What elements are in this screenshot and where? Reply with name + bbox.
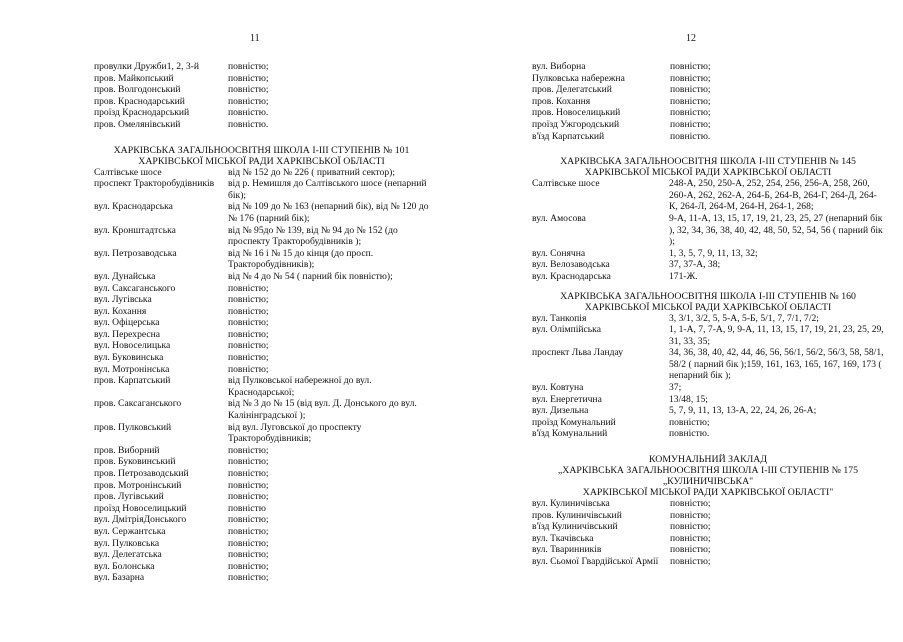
coverage-scope: повністю; (228, 491, 269, 503)
street-row (532, 178, 884, 213)
street-name: вул. Пулковська (94, 537, 160, 549)
street-row (532, 324, 884, 347)
street-list (532, 61, 884, 142)
street-row (94, 167, 429, 179)
coverage-scope: повністю; (670, 498, 711, 510)
street-row (94, 352, 429, 364)
street-name: вул. Амосова (532, 212, 586, 224)
street-name: вул. Мотронінська (94, 363, 170, 375)
street-row (94, 340, 429, 352)
coverage-scope: повністю; (670, 509, 711, 521)
street-row (532, 96, 884, 108)
coverage-scope: від № 16 і № 15 до кінця (до просп. Тракторобудівників); (228, 247, 374, 271)
coverage-scope: від № 152 до № 226 ( приватний сектор); (228, 166, 395, 178)
school-title: КОМУНАЛЬНИЙ ЗАКЛАД (648, 454, 768, 466)
coverage-scope: повністю; (670, 61, 711, 72)
street-row (532, 521, 884, 533)
street-name: вул. Ковтуна (532, 382, 584, 394)
street-row (94, 294, 429, 306)
coverage-scope: повністю; (670, 521, 711, 533)
street-name: пров. Омелянівський (94, 118, 181, 130)
street-name: вул. Дунайська (94, 270, 156, 282)
school-subtitle: ХАРКІВСЬКОЇ МІСЬКОЇ РАДИ ХАРКІВСЬКОЇ ОБЛАСТІ (138, 155, 385, 167)
coverage-scope: повністю; (228, 352, 269, 364)
page-number: 11 (250, 33, 260, 44)
coverage-scope: повністю; (228, 468, 269, 479)
street-row (532, 382, 884, 394)
coverage-scope: від № 3 до № 15 (від вул. Д. Донського до вул. Калінінградської ); (228, 398, 417, 422)
street-row (532, 213, 884, 248)
coverage-scope: 171-Ж. (669, 270, 698, 282)
page-11-content (94, 61, 429, 584)
school-title: ХАРКІВСЬКА ЗАГАЛЬНООСВІТНЯ ШКОЛА І-ІІІ СТУПЕНІВ № 160 (560, 290, 856, 302)
street-row (94, 526, 429, 538)
coverage-scope: повністю; (228, 444, 269, 456)
coverage-scope: 248-А, 250, 250-А, 252, 254, 256, 256-А, 258, 260, 260-А, 262, 262-А, 264-Б, 264-В, 264-Г, 264-Д, 264-К, 264-Л, 264-М, 264-Н, 264-1, 268; (669, 178, 877, 213)
street-row (94, 283, 429, 295)
street-name: проїзд Новоселицький (94, 502, 187, 514)
street-name: пров. Саксаганського (94, 398, 182, 410)
coverage-scope: повністю; (228, 328, 269, 340)
street-name: вул. Краснодарська (94, 201, 173, 213)
coverage-scope: повністю; (670, 84, 711, 96)
street-name: пров. Буковинський (94, 456, 176, 468)
street-name: пров. Пулковський (94, 421, 172, 433)
street-name: пров. Карпатський (94, 375, 171, 387)
street-name: вул. Танкопія (532, 312, 587, 324)
coverage-scope: повністю. (228, 118, 269, 130)
street-name: вул. Кохання (94, 305, 147, 317)
street-name: вул. Тваринників (532, 544, 602, 556)
school-subtitle: „КУЛИНИЧІВСЬКА" (662, 476, 754, 488)
street-name: Пулковська набережна (532, 72, 625, 84)
coverage-scope: від Пулковської набережної до вул. Краснодарської; (228, 375, 372, 398)
street-name: вул. Краснодарська (532, 270, 611, 282)
street-row (94, 572, 429, 584)
street-name: Салтівське шосе (94, 166, 162, 178)
street-name: пров. Краснодарський (94, 95, 185, 107)
street-row (94, 398, 429, 421)
street-name: вул. Олімпійська (532, 324, 601, 336)
coverage-scope: повністю; (228, 537, 269, 549)
street-row (532, 428, 884, 440)
street-row (532, 61, 884, 73)
street-name: вул. Делегатська (94, 549, 162, 561)
coverage-scope: повністю; (228, 95, 269, 107)
coverage-scope: повністю; (670, 107, 711, 119)
school-subtitle: ХАРКІВСЬКОЇ МІСЬКОЇ РАДИ ХАРКІВСЬКОЇ ОБЛАСТІ (584, 301, 832, 313)
coverage-scope: 37, 37-А, 38; (669, 259, 721, 271)
page-12 (451, 0, 903, 642)
street-name: вул. Ткачівська (532, 532, 594, 544)
street-name: вул. Виборна (532, 61, 586, 72)
coverage-scope: повністю; (670, 72, 711, 84)
street-row (532, 498, 884, 510)
school-145-street-list (532, 178, 884, 282)
street-row (94, 514, 429, 526)
coverage-scope: повністю; (670, 118, 711, 130)
coverage-scope: повністю; (228, 479, 269, 491)
coverage-scope: повністю; (228, 572, 269, 584)
coverage-scope: повністю; (670, 95, 711, 107)
street-name: вул. Енергетична (532, 393, 602, 405)
street-row (532, 347, 884, 382)
coverage-scope: повністю; (228, 294, 269, 306)
coverage-scope: 5, 7, 9, 11, 13, 13-А, 22, 24, 26, 26-А; (669, 405, 817, 417)
street-row (94, 306, 429, 318)
coverage-scope: повністю. (228, 107, 269, 119)
school-175-street-list (532, 498, 884, 568)
coverage-scope: повністю; (228, 514, 269, 526)
coverage-scope: повністю; (228, 456, 269, 468)
coverage-scope: повністю; (670, 556, 711, 567)
street-row (94, 201, 429, 224)
coverage-scope: повністю; (228, 305, 269, 317)
street-row (532, 271, 884, 283)
street-name: пров. Мотронінський (94, 479, 182, 491)
street-name: вул. Петрозаводська (94, 247, 177, 259)
coverage-scope: повністю; (228, 340, 269, 352)
street-row (94, 61, 429, 73)
street-name: вул. Сонячна (532, 247, 586, 259)
street-row (532, 248, 884, 260)
street-name: вул. Перехресна (94, 328, 161, 340)
school-title: ХАРКІВСЬКА ЗАГАЛЬНООСВІТНЯ ШКОЛА І-ІІІ СТУПЕНІВ № 145 (560, 156, 856, 168)
street-name: проїзд Комунальний (532, 416, 616, 428)
coverage-scope: від № 4 до № 54 ( парний бік повністю); (228, 270, 393, 282)
street-name: пров. Петрозаводський (94, 468, 189, 479)
street-row (94, 364, 429, 376)
coverage-scope: повністю; (670, 544, 711, 556)
street-name: вул. Сержантська (94, 525, 166, 537)
street-name: вул. Кронштадтська (94, 224, 176, 236)
coverage-scope: повністю; (228, 61, 269, 72)
street-row (94, 375, 429, 398)
street-name: вул. Кулиничівська (532, 498, 610, 510)
coverage-scope: від № 95до № 139, від № 94 до № 152 (до проспекту Тракторобудівників ); (228, 224, 398, 248)
street-name: проїзд Ужгородський (532, 118, 620, 130)
street-row (532, 533, 884, 545)
street-name: пров. Кулиничівський (532, 509, 622, 521)
street-row (94, 549, 429, 561)
street-row (532, 84, 884, 96)
street-name: вул. Болонська (94, 560, 155, 572)
street-row (532, 405, 884, 417)
street-row (94, 480, 429, 492)
page-11 (0, 0, 451, 642)
street-name: пров. Делегатський (532, 84, 612, 96)
street-name: вул. Лугівська (94, 294, 152, 306)
coverage-scope: повністю; (228, 549, 269, 561)
street-row (94, 538, 429, 550)
street-name: пров. Волгодонський (94, 84, 181, 96)
street-row (532, 107, 884, 119)
coverage-scope: від р. Немишля до Салтівського шосе (непарний бік); (228, 178, 427, 201)
street-row (94, 503, 429, 515)
street-row (94, 561, 429, 573)
street-row (94, 73, 429, 85)
street-name: пров. Виборний (94, 444, 160, 456)
street-row (94, 271, 429, 283)
street-row (94, 422, 429, 445)
street-row (94, 84, 429, 96)
street-name: в'їзд Кулиничівський (532, 521, 618, 533)
street-row (532, 544, 884, 556)
street-row (94, 445, 429, 457)
street-name: проспект Льва Ландау (532, 347, 624, 359)
coverage-scope: 13/48, 15; (669, 393, 708, 405)
school-101-street-list (94, 167, 429, 584)
street-name: проїзд Краснодарський (94, 107, 190, 119)
street-row (94, 225, 429, 248)
street-row (532, 259, 884, 271)
street-name: в'їзд Комунальний (532, 428, 608, 440)
coverage-scope: 34, 36, 38, 40, 42, 44, 46, 56, 56/1, 56/2, 56/3, 58, 58/1, 58/2 ( парний бік );159, 161, 163, 165, 167, 169, 173 ( непарний бік ); (669, 347, 884, 382)
coverage-scope: 1, 1-А, 7, 7-А, 9, 9-А, 11, 13, 15, 17, 19, 21, 23, 25, 29, 31, 33, 35; (669, 324, 884, 347)
street-row (532, 73, 884, 85)
coverage-scope: 1, 3, 5, 7, 9, 11, 13, 32; (669, 247, 758, 259)
school-subtitle: ХАРКІВСЬКОЇ МІСЬКОЇ РАДИ ХАРКІВСЬКОЇ ОБЛАСТІ" (582, 487, 834, 499)
page-number: 12 (686, 33, 696, 44)
street-name: пров. Лугівський (94, 491, 164, 503)
street-name: вул. Новоселицька (94, 340, 171, 352)
page-12-content (532, 61, 884, 568)
street-name: Салтівське шосе (532, 178, 600, 190)
street-row (94, 96, 429, 108)
street-name: вул. ДмітріяДонського (94, 514, 187, 526)
street-row (532, 394, 884, 406)
street-name: пров. Майкопський (94, 72, 174, 84)
coverage-scope: повністю. (670, 130, 711, 142)
street-row (532, 313, 884, 325)
coverage-scope: повністю; (670, 532, 711, 544)
street-name: в'їзд Карпатський (532, 130, 605, 142)
coverage-scope: повністю; (228, 560, 269, 572)
coverage-scope: повністю; (228, 84, 269, 96)
street-row (94, 178, 429, 201)
coverage-scope: 37; (669, 382, 682, 394)
school-160-street-list (532, 313, 884, 441)
street-row (94, 317, 429, 329)
coverage-scope: повністю; (228, 317, 269, 329)
street-row (94, 248, 429, 271)
coverage-scope: повністю; (228, 72, 269, 84)
coverage-scope: 9-А, 11-А, 13, 15, 17, 19, 21, 23, 25, 27 (непарний бік ), 32, 34, 36, 38, 40, 42, 48, 50, 52, 54, 56 ( парний бік ); (669, 212, 883, 248)
street-row (532, 417, 884, 429)
street-name: вул. Велозаводська (532, 259, 610, 271)
school-subtitle: „ХАРКІВСЬКА ЗАГАЛЬНООСВІТНЯ ШКОЛА І-ІІІ СТУПЕНІВ № 175 (557, 465, 859, 477)
street-name: провулки Дружби1, 2, 3-й (94, 61, 200, 72)
coverage-scope: повністю. (669, 428, 710, 440)
street-row (532, 510, 884, 522)
school-subtitle: ХАРКІВСЬКОЇ МІСЬКОЇ РАДИ ХАРКІВСЬКОЇ ОБЛАСТІ (584, 167, 832, 179)
street-list (94, 61, 429, 131)
street-row (94, 468, 429, 480)
school-title: ХАРКІВСЬКА ЗАГАЛЬНООСВІТНЯ ШКОЛА І-ІІІ СТУПЕНІВ № 101 (113, 144, 410, 156)
coverage-scope: повністю; (228, 282, 269, 294)
street-name: пров. Кохання (532, 95, 591, 107)
street-row (94, 329, 429, 341)
street-name: проспект Тракторобудівників (94, 178, 215, 190)
street-name: пров. Новоселицький (532, 107, 621, 119)
street-row (532, 119, 884, 131)
coverage-scope: від № 109 до № 163 (непарний бік), від № 120 до № 176 (парний бік); (228, 201, 429, 224)
street-name: вул. Сьомої Гвардійської Армії (532, 556, 659, 567)
street-row (532, 131, 884, 143)
coverage-scope: 3, 3/1, 3/2, 5, 5-А, 5-Б, 5/1, 7, 7/1, 7/2; (669, 312, 819, 324)
coverage-scope: повністю; (228, 363, 269, 375)
street-row (94, 491, 429, 503)
coverage-scope: від вул. Луговської до проспекту Тракторобудівників; (228, 421, 362, 445)
street-row (94, 456, 429, 468)
street-row (94, 119, 429, 131)
street-name: вул. Саксаганського (94, 282, 176, 294)
street-name: вул. Офіцерська (94, 317, 160, 329)
street-row (94, 107, 429, 119)
street-name: вул. Буковинська (94, 352, 164, 364)
coverage-scope: повністю; (669, 416, 710, 428)
coverage-scope: повністю; (228, 525, 269, 537)
street-name: вул. Дизельна (532, 405, 589, 417)
street-row (532, 556, 884, 568)
coverage-scope: повністю (228, 502, 266, 514)
street-name: вул. Базарна (94, 572, 145, 584)
